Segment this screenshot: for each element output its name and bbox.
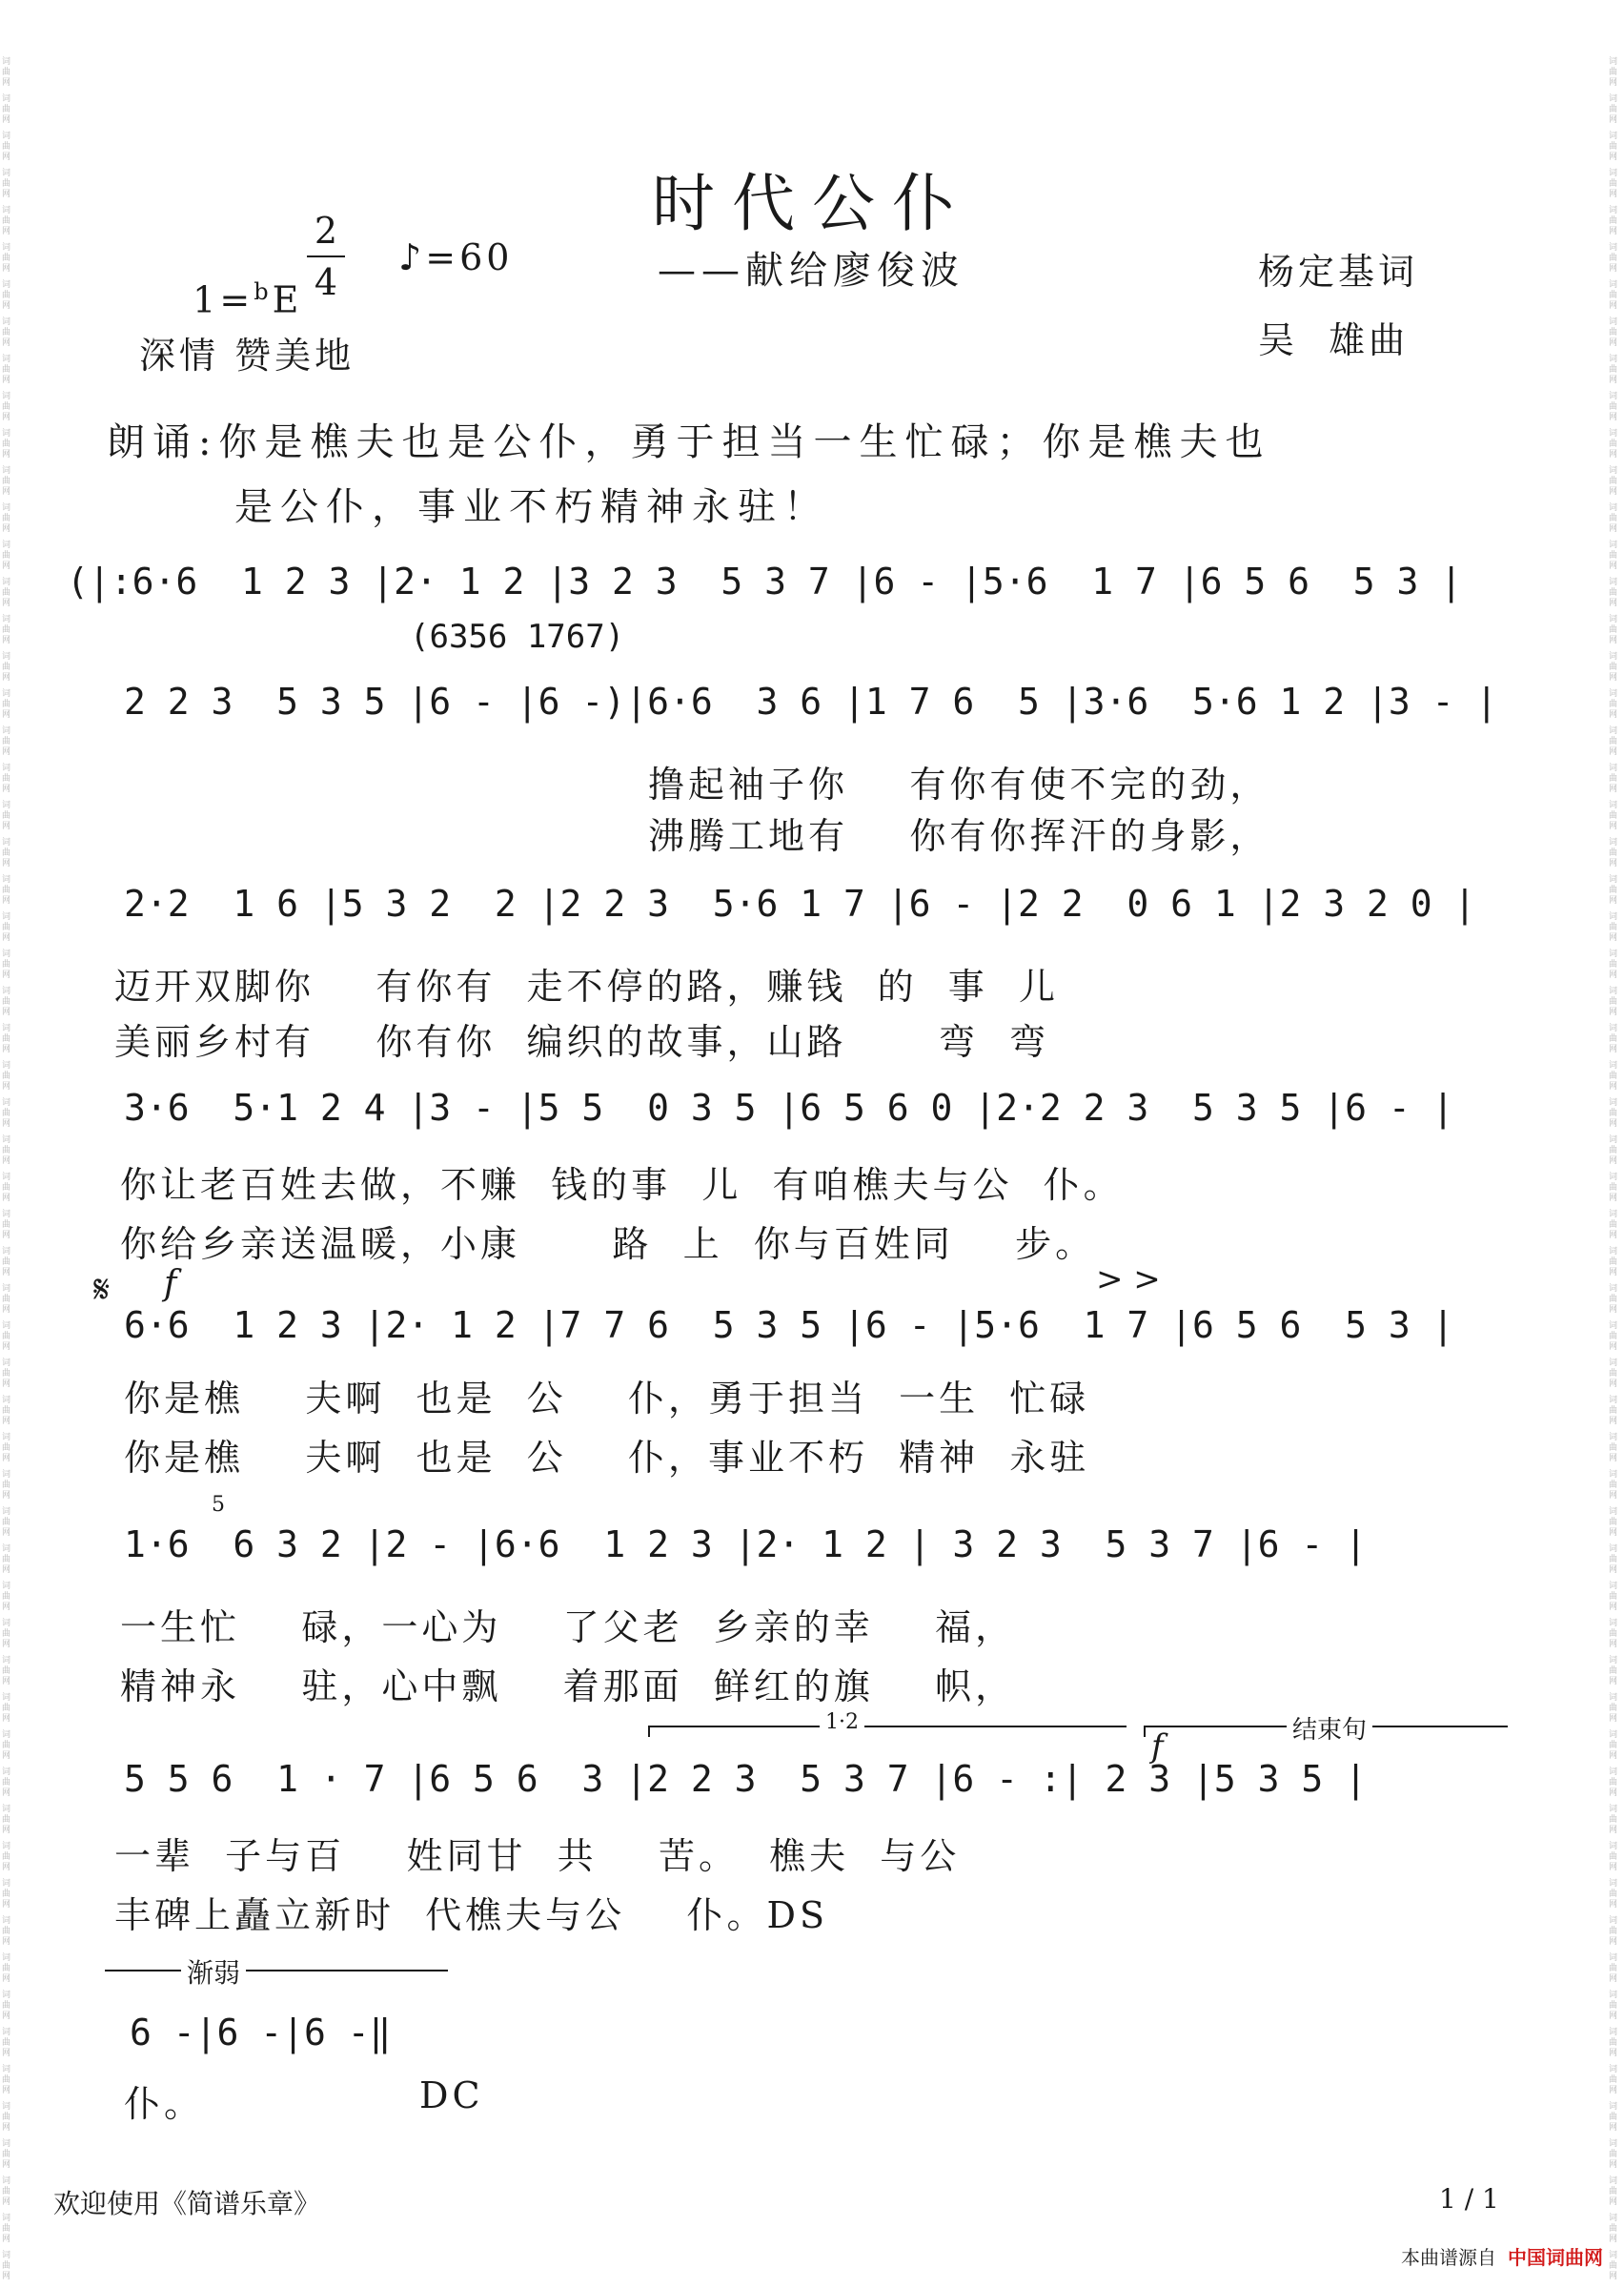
dim-mark: 渐弱 xyxy=(181,1952,246,1991)
system-6-lyric-2: 精神永 驻，心中飘 着那面 鲜红的旗 帜， xyxy=(120,1665,1016,1707)
source-credit: 本曲谱源自 xyxy=(1401,2246,1496,2269)
system-1-notes: (|:6·6 1 2 3 |2· 1 2 |3 2 3 5 3 7 |6 - |5·6 1 7 |6 5 6 5 3 | xyxy=(67,561,1463,603)
dim-line xyxy=(105,1970,448,1971)
expression-mark: 深情 赞美地 xyxy=(139,335,355,377)
volta-bracket xyxy=(648,1726,1127,1737)
system-2-lyric-2: 沸腾工地有 你有你挥汗的身影， xyxy=(648,815,1270,857)
segno-sign: 𝄋 xyxy=(93,1268,111,1312)
lyricist: 杨定基词 xyxy=(1258,251,1419,293)
footer-app-label: 欢迎使用《简谱乐章》 xyxy=(53,2188,321,2219)
source-site: 中国词曲网 xyxy=(1508,2246,1603,2269)
system-1-intro-fill: (6356 1767) xyxy=(410,618,625,656)
system-3-notes: 2·2 1 6 |5 3 2 2 |2 2 3 5·6 1 7 |6 - |2 2 0 6 1 |2 3 2 0 | xyxy=(124,883,1476,925)
system-4-lyric-2: 你给乡亲送温暖，小康 路 上 你与百姓同 步。 xyxy=(120,1223,1096,1265)
time-denominator: 4 xyxy=(314,261,338,303)
system-2-notes: 2 2 3 5 3 5 |6 - |6 -)|6·6 3 6 |1 7 6 5 |3·6 5·6 1 2 |3 - | xyxy=(124,681,1498,723)
right-watermark xyxy=(1609,57,1622,2288)
system-3-lyric-1: 迈开双脚你 有你有 走不停的路，赚钱 的 事 儿 xyxy=(114,966,1059,1008)
system-5-lyric-2: 你是樵 夫啊 也是 公 仆，事业不朽 精神 永驻 xyxy=(124,1437,1090,1479)
dynamic-forte: f xyxy=(164,1264,177,1303)
system-2-lyric-1: 撸起袖子你 有你有使不完的劲， xyxy=(648,764,1270,806)
ending-dynamic: f xyxy=(1151,1727,1164,1766)
system-5-notes: 6·6 1 2 3 |2· 1 2 |7 7 6 5 3 5 |6 - |5·6 1 7 |6 5 6 5 3 | xyxy=(124,1304,1454,1346)
tempo-mark: ♪=60 xyxy=(398,236,514,278)
watermark-text: 词 曲 网 词 曲 网 词 曲 网 词 曲 网 词 曲 网 词 曲 网 词 曲 网 词 曲 网 词 曲 网 词 曲 网 词 曲 网 词 曲 网 词 曲 网 词 曲 网 词 曲 网 词 曲 网 词 曲 网 词 曲 网 词 曲 网 词 曲 网 词 曲 网 词 曲 网 词 曲 网 词 曲 网 词 曲 网 词 曲 网 词 曲 网 词 曲 网 词 曲 网 词 曲 网 词 曲 网 词 曲 网 词 曲 网 词 曲 网 词 曲 网 词 曲 网 词 曲 网 词 曲 网 词 曲 网 词 曲 网 词 曲 网 词 曲 网 词 曲 网 词 曲 网 词 曲 网 词 曲 网 词 曲 网 词 曲 网 词 曲 网 词 曲 网 词 曲 网 词 曲 网 词 曲 网 词 曲 网 词 曲 网 词 曲 网 词 曲 网 词 曲 网 词 曲 网 词 曲 网 xyxy=(1609,57,1618,2281)
key-note: E xyxy=(272,278,303,321)
system-8-notes: 6 -|6 -|6 -‖ xyxy=(130,2012,392,2053)
time-numerator: 2 xyxy=(314,210,338,252)
system-6-notes: 1·6 6 3 2 |2 - |6·6 1 2 3 |2· 1 2 | 3 2 3 5 3 7 |6 - | xyxy=(124,1523,1368,1565)
system-3-lyric-2: 美丽乡村有 你有你 编织的故事，山路 弯 弯 xyxy=(114,1021,1050,1063)
system-5-lyric-1: 你是樵 夫啊 也是 公 仆，勇于担当 一生 忙碌 xyxy=(124,1378,1090,1420)
score-title: 时代公仆 xyxy=(652,167,972,240)
recitation-line-2: 是公仆，事业不朽精神永驻！ xyxy=(234,485,829,529)
system-7-notes: 5 5 6 1 · 7 |6 5 6 3 |2 2 3 5 3 7 |6 - :| 2 3 |5 3 5 | xyxy=(124,1758,1368,1800)
key-prefix: 1= xyxy=(193,278,254,321)
volta-number: 1·2 xyxy=(820,1710,864,1734)
system-6-lyric-1: 一生忙 碌，一心为 了父老 乡亲的幸 福， xyxy=(120,1606,1016,1648)
grace-note: 5 xyxy=(212,1493,225,1517)
watermark-text: 词 曲 网 词 曲 网 词 曲 网 词 曲 网 词 曲 网 词 曲 网 词 曲 网 词 曲 网 词 曲 网 词 曲 网 词 曲 网 词 曲 网 词 曲 网 词 曲 网 词 曲 网 词 曲 网 词 曲 网 词 曲 网 词 曲 网 词 曲 网 词 曲 网 词 曲 网 词 曲 网 词 曲 网 词 曲 网 词 曲 网 词 曲 网 词 曲 网 词 曲 网 词 曲 网 词 曲 网 词 曲 网 词 曲 网 词 曲 网 词 曲 网 词 曲 网 词 曲 网 词 曲 网 词 曲 网 词 曲 网 词 曲 网 词 曲 网 词 曲 网 词 曲 网 词 曲 网 词 曲 网 词 曲 网 词 曲 网 词 曲 网 词 曲 网 词 曲 网 词 曲 网 词 曲 网 词 曲 网 词 曲 网 词 曲 网 词 曲 网 词 曲 网 词 曲 网 词 曲 网 xyxy=(2,57,11,2281)
dc-mark: DC xyxy=(419,2074,484,2116)
left-watermark xyxy=(2,57,15,2288)
score-subtitle: ——献给廖俊波 xyxy=(658,249,964,293)
accent-marks: > > xyxy=(1096,1260,1161,1298)
key-signature xyxy=(162,236,302,321)
system-4-notes: 3·6 5·1 2 4 |3 - |5 5 0 3 5 |6 5 6 0 |2·2 2 3 5 3 5 |6 - | xyxy=(124,1087,1454,1129)
system-4-lyric-1: 你让老百姓去做，不赚 钱的事 儿 有咱樵夫与公 仆。 xyxy=(120,1164,1124,1206)
time-bar xyxy=(307,255,345,257)
page-number: 1 / 1 xyxy=(1439,2183,1499,2215)
time-signature xyxy=(307,210,345,303)
ending-label: 结束句 xyxy=(1287,1710,1372,1746)
system-8-lyric: 仆。 xyxy=(124,2083,205,2125)
composer: 吴 雄曲 xyxy=(1258,319,1410,361)
recitation-line-1: 朗诵:你是樵夫也是公仆，勇于担当一生忙碌；你是樵夫也 xyxy=(107,420,1271,464)
system-7-lyric-2: 丰碑上矗立新时 代樵夫与公 仆。DS xyxy=(114,1894,828,1936)
system-7-lyric-1: 一辈 子与百 姓同甘 共 苦。 樵夫 与公 xyxy=(114,1835,961,1877)
key-flat: b xyxy=(254,278,273,305)
